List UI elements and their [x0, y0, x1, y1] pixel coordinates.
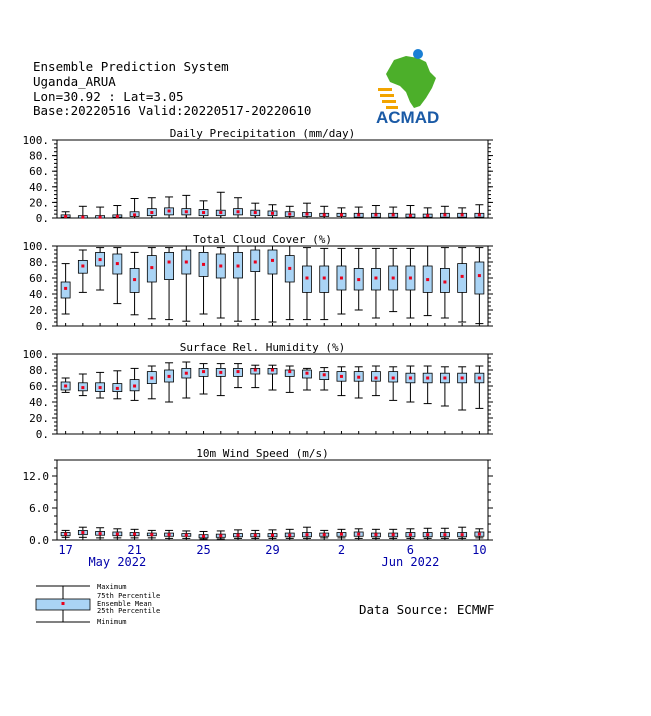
box-day-23: [440, 206, 449, 218]
mean-marker: [64, 287, 67, 290]
box-day-24: [458, 208, 467, 218]
mean-marker: [478, 377, 481, 380]
box-day-3: [96, 248, 105, 290]
box-day-20: [389, 207, 398, 218]
box-day-15: [302, 527, 311, 538]
mean-marker: [168, 375, 171, 378]
x-tick-label: 6: [406, 543, 415, 557]
y-tick-label: 20.: [29, 412, 49, 425]
mean-marker: [185, 261, 188, 264]
box-day-25: [475, 366, 484, 408]
mean-marker: [237, 265, 240, 268]
mean-marker: [357, 213, 360, 216]
mean-marker: [288, 267, 291, 270]
mean-marker: [305, 372, 308, 375]
box-day-17: [337, 367, 346, 396]
mean-marker: [133, 213, 136, 216]
x-tick-label: 2: [337, 543, 346, 557]
legend-label: Maximum: [97, 583, 127, 591]
box-day-18: [354, 367, 363, 398]
iqr-box: [475, 262, 484, 294]
box-day-12: [251, 246, 260, 320]
mean-marker: [426, 214, 429, 217]
mean-marker: [237, 534, 240, 537]
mean-marker: [219, 211, 222, 214]
box-day-11: [234, 246, 243, 321]
mean-marker: [202, 263, 205, 266]
legend-label: 75th Percentile: [97, 592, 161, 600]
box-day-1: [61, 212, 70, 218]
iqr-box: [371, 372, 380, 382]
y-tick-label: 80.: [29, 149, 49, 163]
box-day-2: [78, 527, 87, 537]
box-day-9: [199, 246, 208, 314]
box-day-18: [354, 529, 363, 539]
mean-marker: [461, 533, 464, 536]
box-day-16: [320, 206, 329, 218]
box-day-21: [406, 366, 415, 402]
box-day-5: [130, 252, 139, 314]
iqr-box: [268, 250, 277, 274]
panel-title: Total Cloud Cover (%): [192, 233, 333, 246]
mean-marker: [168, 533, 171, 536]
mean-marker: [340, 533, 343, 536]
box-day-14: [285, 206, 294, 218]
mean-marker: [202, 211, 205, 214]
mean-marker: [237, 210, 240, 213]
box-day-1: [61, 378, 70, 392]
box-day-18: [354, 207, 363, 218]
mean-marker: [202, 535, 205, 538]
mean-marker: [288, 213, 291, 216]
legend-label: Ensemble Mean: [97, 600, 152, 608]
box-day-3: [96, 207, 105, 219]
box-day-21: [406, 206, 415, 218]
box-day-4: [113, 248, 122, 304]
box-day-13: [268, 205, 277, 218]
mean-marker: [185, 210, 188, 213]
header-line-2: Uganda_ARUA: [33, 74, 116, 89]
legend-label: 25th Percentile: [97, 607, 161, 615]
mean-marker: [357, 376, 360, 379]
box-day-11: [234, 198, 243, 218]
box-day-23: [440, 367, 449, 406]
mean-marker: [478, 274, 481, 277]
mean-marker: [323, 373, 326, 376]
mean-marker: [237, 370, 240, 373]
panel-2: [23, 233, 494, 333]
box-day-24: [458, 248, 467, 322]
mean-marker: [150, 266, 153, 269]
mean-marker: [461, 213, 464, 216]
box-day-13: [268, 365, 277, 390]
mean-marker: [357, 533, 360, 536]
box-day-23: [440, 528, 449, 538]
box-day-10: [216, 531, 225, 539]
box-day-2: [78, 250, 87, 292]
mean-marker: [64, 385, 67, 388]
panel-4: [23, 447, 494, 547]
header-line-3: Lon=30.92 : Lat=3.05: [33, 89, 184, 104]
box-day-2: [78, 206, 87, 218]
mean-marker: [409, 533, 412, 536]
y-tick-label: 100.: [22, 348, 49, 361]
mean-marker: [323, 213, 326, 216]
data-source: Data Source: ECMWF: [359, 602, 495, 617]
box-day-11: [234, 530, 243, 539]
panel-title: Daily Precipitation (mm/day): [169, 127, 356, 140]
box-day-17: [337, 529, 346, 538]
box-day-21: [406, 529, 415, 539]
box-day-15: [302, 248, 311, 320]
box-day-6: [147, 366, 156, 399]
box-day-24: [458, 367, 467, 410]
box-day-25: [475, 248, 484, 324]
mean-marker: [409, 214, 412, 217]
logo-text: ACMAD: [376, 108, 440, 126]
mean-marker: [133, 533, 136, 536]
mean-marker: [271, 369, 274, 372]
y-tick-label: 20.: [29, 304, 49, 317]
mean-marker: [168, 261, 171, 264]
box-day-16: [320, 368, 329, 390]
box-day-3: [96, 372, 105, 398]
mean-marker: [323, 277, 326, 280]
mean-marker: [116, 387, 119, 390]
box-day-20: [389, 529, 398, 538]
box-day-22: [423, 208, 432, 218]
box-day-20: [389, 367, 398, 401]
mean-marker: [254, 534, 257, 537]
box-day-23: [440, 248, 449, 318]
mean-marker: [409, 277, 412, 280]
mean-marker: [271, 212, 274, 215]
box-day-4: [113, 206, 122, 218]
box-day-6: [147, 248, 156, 319]
mean-marker: [409, 377, 412, 380]
y-tick-label: 40.: [29, 396, 49, 409]
y-tick-label: 0.0: [29, 534, 49, 547]
box-day-20: [389, 248, 398, 311]
box-day-22: [423, 246, 432, 316]
box-day-6: [147, 530, 156, 537]
mean-marker: [271, 534, 274, 537]
box-day-18: [354, 248, 363, 310]
box-day-22: [423, 528, 432, 538]
box-day-8: [182, 531, 191, 538]
y-tick-label: 80.: [29, 256, 49, 269]
mean-marker: [374, 377, 377, 380]
box-day-25: [475, 529, 484, 538]
box-day-7: [165, 248, 174, 320]
box-day-12: [251, 203, 260, 218]
mean-marker: [116, 262, 119, 265]
mean-marker: [340, 277, 343, 280]
y-tick-label: 60.: [29, 165, 49, 179]
box-day-4: [113, 529, 122, 538]
box-day-3: [96, 528, 105, 538]
mean-marker: [461, 377, 464, 380]
mean-marker: [254, 369, 257, 372]
mean-marker: [219, 265, 222, 268]
box-day-19: [371, 248, 380, 318]
mean-marker: [168, 209, 171, 212]
mean-marker: [392, 213, 395, 216]
mean-marker: [271, 259, 274, 262]
box-day-5: [130, 529, 139, 538]
mean-marker: [426, 533, 429, 536]
box-day-8: [182, 195, 191, 218]
panel-1: [23, 127, 494, 225]
mean-marker: [185, 372, 188, 375]
box-day-16: [320, 248, 329, 319]
mean-marker: [392, 277, 395, 280]
box-day-14: [285, 366, 294, 392]
panel-frame: [57, 460, 488, 540]
mean-marker: [305, 213, 308, 216]
box-day-12: [251, 530, 260, 538]
box-day-5: [130, 368, 139, 400]
y-tick-label: 12.0: [22, 470, 49, 483]
mean-marker: [478, 213, 481, 216]
box-day-8: [182, 362, 191, 398]
x-tick-label: 21: [127, 543, 142, 557]
x-tick-label: 25: [196, 543, 211, 557]
iqr-box: [440, 268, 449, 292]
box-day-8: [182, 246, 191, 321]
x-tick-label: 17: [58, 543, 73, 557]
y-tick-label: 0.: [35, 212, 49, 225]
mean-marker: [392, 533, 395, 536]
mean-marker: [357, 278, 360, 281]
box-day-19: [371, 529, 380, 538]
mean-marker: [254, 211, 257, 214]
box-day-1: [61, 264, 70, 314]
iqr-box: [165, 252, 174, 279]
iqr-box: [61, 282, 70, 298]
box-day-14: [285, 529, 294, 538]
box-day-7: [165, 363, 174, 402]
box-day-9: [199, 201, 208, 218]
mean-marker: [81, 386, 84, 389]
box-day-21: [406, 248, 415, 318]
box-day-6: [147, 198, 156, 218]
box-day-9: [199, 531, 208, 538]
mean-marker: [288, 534, 291, 537]
mean-marker: [305, 277, 308, 280]
box-day-16: [320, 530, 329, 537]
x-month-label: May 2022: [88, 555, 147, 569]
box-day-7: [165, 530, 174, 538]
y-tick-label: 100.: [22, 134, 49, 147]
mean-marker: [99, 216, 102, 219]
header-line-4: Base:20220516 Valid:20220517-20220610: [33, 103, 312, 118]
mean-marker: [478, 533, 481, 536]
panel-title: Surface Rel. Humidity (%): [179, 341, 346, 354]
mean-marker: [202, 370, 205, 373]
x-month-label: Jun 2022: [381, 555, 440, 569]
box-day-17: [337, 248, 346, 314]
y-tick-label: 6.0: [29, 502, 49, 515]
box-day-10: [216, 192, 225, 218]
header-line-1: Ensemble Prediction System: [33, 59, 229, 74]
box-day-17: [337, 208, 346, 218]
mean-marker: [219, 371, 222, 374]
mean-marker: [323, 533, 326, 536]
box-day-12: [251, 365, 260, 387]
panel-title: 10m Wind Speed (m/s): [196, 447, 329, 460]
box-day-10: [216, 248, 225, 318]
mean-marker: [99, 258, 102, 261]
mean-marker: [219, 534, 222, 537]
mean-marker: [99, 532, 102, 535]
box-day-7: [165, 197, 174, 218]
y-tick-label: 60.: [29, 380, 49, 393]
iqr-box: [458, 264, 467, 293]
panel-3: [23, 341, 494, 441]
y-tick-label: 80.: [29, 364, 49, 377]
y-tick-label: 0.: [35, 320, 49, 333]
mean-marker: [443, 533, 446, 536]
mean-marker: [426, 278, 429, 281]
mean-marker: [374, 213, 377, 216]
box-day-2: [78, 374, 87, 396]
legend: [36, 583, 160, 626]
box-day-22: [423, 366, 432, 404]
mean-marker: [116, 533, 119, 536]
box-day-19: [371, 206, 380, 218]
mean-marker: [288, 370, 291, 373]
mean-marker: [340, 375, 343, 378]
mean-marker: [443, 213, 446, 216]
mean-marker: [443, 281, 446, 284]
mean-marker: [81, 216, 84, 219]
box-day-24: [458, 527, 467, 538]
mean-marker: [443, 377, 446, 380]
mean-marker: [150, 211, 153, 214]
mean-marker: [254, 261, 257, 264]
y-tick-label: 100.: [22, 240, 49, 253]
y-tick-label: 40.: [29, 180, 49, 194]
box-day-19: [371, 366, 380, 396]
box-day-9: [199, 364, 208, 394]
mean-marker: [81, 531, 84, 534]
mean-marker: [150, 533, 153, 536]
mean-marker: [64, 533, 67, 536]
mean-marker: [426, 377, 429, 380]
y-tick-label: 0.: [35, 428, 49, 441]
mean-marker: [150, 377, 153, 380]
box-day-15: [302, 203, 311, 218]
box-day-14: [285, 246, 294, 320]
mean-marker: [133, 385, 136, 388]
mean-marker: [392, 377, 395, 380]
y-tick-label: 40.: [29, 288, 49, 301]
mean-marker: [461, 275, 464, 278]
mean-marker: [133, 278, 136, 281]
mean-marker: [99, 386, 102, 389]
box-day-11: [234, 364, 243, 388]
box-day-10: [216, 364, 225, 396]
mean-marker: [374, 533, 377, 536]
mean-marker: [64, 215, 67, 218]
mean-marker: [374, 277, 377, 280]
y-tick-label: 60.: [29, 272, 49, 285]
box-day-13: [268, 530, 277, 539]
legend-label: Minimum: [97, 618, 127, 626]
mean-marker: [185, 534, 188, 537]
box-day-25: [475, 205, 484, 218]
box-day-4: [113, 371, 122, 399]
box-day-1: [61, 530, 70, 537]
x-tick-label: 10: [472, 543, 487, 557]
box-day-5: [130, 199, 139, 219]
box-day-15: [302, 368, 311, 390]
y-tick-label: 20.: [29, 196, 49, 210]
box-day-13: [268, 246, 277, 322]
mean-marker: [116, 215, 119, 218]
x-tick-label: 29: [265, 543, 280, 557]
mean-marker: [340, 213, 343, 216]
mean-marker: [305, 533, 308, 536]
mean-marker: [81, 265, 84, 268]
legend-mean-marker: [62, 602, 65, 605]
